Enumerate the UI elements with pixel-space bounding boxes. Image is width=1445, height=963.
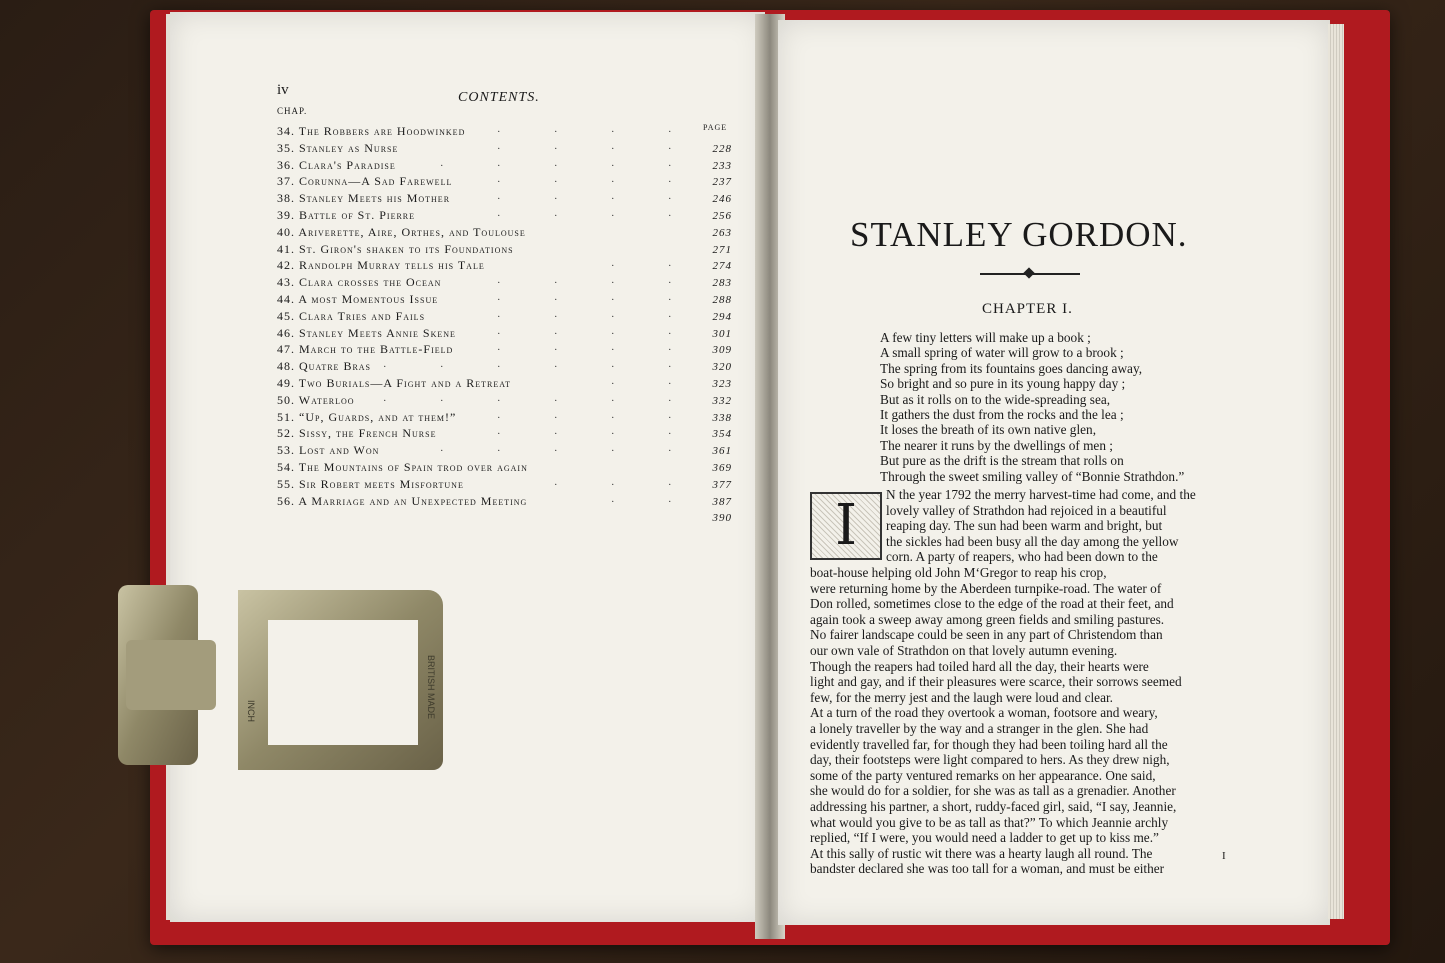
toc-title: Sissy, the French Nurse bbox=[299, 426, 437, 441]
toc-title: Clara's Paradise bbox=[299, 157, 396, 172]
text-line: boat-house helping old John M‘Gregor to reap his crop, bbox=[810, 565, 1107, 580]
toc-title: Stanley Meets Annie Skene bbox=[299, 325, 456, 340]
poem-line: The nearer it runs by the dwellings of men ; bbox=[880, 437, 1114, 453]
toc-title: “Up, Guards, and at them!” bbox=[299, 409, 457, 424]
toc-title: Ariverette, Aire, Orthes, and Toulouse bbox=[298, 224, 526, 239]
toc-title: March to the Battle-Field bbox=[299, 342, 454, 357]
text-line: a lonely traveller by the way and a stranger in the glen. She had bbox=[810, 720, 1149, 736]
text-line: day, their footsteps were light compared to hers. As they drew nigh, bbox=[810, 752, 1170, 768]
toc-entry: 35. Stanley as Nurse . . . . 228 bbox=[277, 140, 732, 155]
poem-line: It gathers the dust from the rocks and the lea ; bbox=[880, 406, 1124, 422]
toc-title: Randolph Murray tells his Tale bbox=[299, 258, 485, 273]
toc-entry: 48. Quatre Bras . . . . . . 320 bbox=[277, 359, 732, 374]
toc-entry: 34. The Robbers are Hoodwinked . . . . bbox=[277, 124, 697, 138]
bookmark-frame bbox=[238, 590, 443, 770]
folio-number: I bbox=[1222, 850, 1226, 862]
toc-title: The Robbers are Hoodwinked bbox=[298, 124, 466, 138]
toc-title: A most Momentous Issue bbox=[298, 291, 439, 306]
toc-entry: 50. Waterloo . . . . . . 332 bbox=[277, 392, 732, 407]
text-line: replied, “If I were, you would need a ladder to get up to kiss me.” bbox=[810, 830, 1159, 846]
toc-entry: 47. March to the Battle-Field . . . . 309 bbox=[277, 342, 732, 357]
text-line: At a turn of the road they overtook a woman, footsore and weary, bbox=[810, 705, 1158, 721]
text-line: No fairer landscape could be seen in any part of Christendom than bbox=[810, 627, 1163, 643]
text-line: were returning home by the Aberdeen turnpike-road. The water of bbox=[810, 580, 1162, 596]
body-text bbox=[810, 565, 1260, 877]
toc-entry: 37. Corunna—A Sad Farewell . . . . 237 bbox=[277, 174, 732, 189]
ornament-rule bbox=[980, 273, 1080, 275]
toc-entry: 46. Stanley Meets Annie Skene . . . . 301 bbox=[277, 325, 732, 340]
toc-entry: 38. Stanley Meets his Mother . . . . 246 bbox=[277, 191, 732, 206]
toc-title: Clara crosses the Ocean bbox=[299, 275, 442, 290]
book-title: STANLEY GORDON. bbox=[850, 215, 1188, 254]
chap-label: CHAP. bbox=[277, 106, 308, 116]
toc-entry: 54. The Mountains of Spain trod over again 369 bbox=[277, 459, 732, 474]
toc-entry: 44. A most Momentous Issue . . . . 288 bbox=[277, 291, 732, 306]
toc-entry: 51. “Up, Guards, and at them!” . . . . 338 bbox=[277, 409, 732, 424]
poem-line: It loses the breath of its own native glen, bbox=[880, 422, 1097, 438]
page-number: iv bbox=[277, 82, 289, 98]
toc-title: Clara Tries and Fails bbox=[299, 308, 426, 323]
toc-title: St. Giron's shaken to its Foundations bbox=[299, 241, 514, 256]
inch-mark: INCH bbox=[246, 700, 256, 722]
toc-entry: 41. St. Giron's shaken to its Foundations 271 bbox=[277, 241, 732, 256]
opening-paragraph bbox=[886, 487, 1258, 565]
right-page-edges bbox=[1328, 24, 1344, 919]
toc-entry: 43. Clara crosses the Ocean . . . . 283 bbox=[277, 275, 732, 290]
text-line: our own vale of Strathdon on that lovely autumn evening. bbox=[810, 642, 1118, 658]
poem-line: The spring from its fountains goes dancing away, bbox=[880, 360, 1143, 376]
text-line: reaping day. The sun had been warm and bright, but bbox=[886, 518, 1163, 534]
text-line: addressing his partner, a short, ruddy-faced girl, said, “I say, Jeannie, bbox=[810, 798, 1177, 814]
toc-title: Two Burials—A Fight and a Retreat bbox=[298, 375, 512, 390]
toc-entry: 56. A Marriage and an Unexpected Meeting . . 387 bbox=[277, 493, 732, 508]
toc-entry: 40. Ariverette, Aire, Orthes, and Toulouse 263 bbox=[277, 224, 732, 239]
text-line: what would you give to be as tall as that?” To which Jeannie archly bbox=[810, 814, 1169, 830]
text-line: some of the party ventured remarks on her appearance. One said, bbox=[810, 767, 1156, 783]
toc-title: Corunna—A Sad Farewell bbox=[299, 174, 453, 189]
toc-title: Stanley Meets his Mother bbox=[299, 191, 451, 206]
hinge-knuckle bbox=[126, 640, 216, 710]
text-line: At this sally of rustic wit there was a hearty laugh all round. The bbox=[810, 845, 1153, 861]
text-line: Don rolled, sometimes close to the edge of the road at their feet, and bbox=[810, 596, 1174, 612]
toc-title: Sir Robert meets Misfortune bbox=[299, 476, 464, 491]
poem-line: Through the sweet smiling valley of “Bonnie Strathdon.” bbox=[880, 468, 1185, 484]
text-line: few, for the merry jest and the laugh were loud and clear. bbox=[810, 689, 1113, 705]
brass-bookmark-clip bbox=[118, 580, 448, 770]
text-line: N the year 1792 the merry harvest-time had come, and the bbox=[886, 487, 1196, 502]
text-line: she would do for a soldier, for she was as tall as a grenadier. Another bbox=[810, 783, 1176, 799]
contents-list bbox=[277, 124, 732, 527]
contents-heading: CONTENTS. bbox=[458, 90, 540, 105]
toc-title: Quatre Bras bbox=[299, 359, 372, 374]
toc-title: Stanley as Nurse bbox=[299, 140, 399, 155]
toc-entry: 39. Battle of St. Pierre . . . . 256 bbox=[277, 207, 732, 222]
poem-line: A small spring of water will grow to a brook ; bbox=[880, 345, 1124, 361]
toc-title: A Marriage and an Unexpected Meeting bbox=[298, 493, 528, 508]
toc-entry: 45. Clara Tries and Fails . . . . 294 bbox=[277, 308, 732, 323]
poem-line: A few tiny letters will make up a book ; bbox=[880, 330, 1091, 345]
text-line: the sickles had been busy all the day among the yellow bbox=[886, 533, 1179, 549]
text-line: corn. A party of reapers, who had been down to the bbox=[886, 549, 1158, 565]
text-line: bandster declared she was too tall for a woman, and must be either bbox=[810, 861, 1165, 877]
text-line: evidently travelled far, for though they had been toiling hard all the bbox=[810, 736, 1168, 752]
toc-title: The Mountains of Spain trod over again bbox=[298, 459, 528, 474]
text-line: Though the reapers had toiled hard all the day, their hearts were bbox=[810, 658, 1149, 674]
toc-title: Battle of St. Pierre bbox=[299, 207, 416, 222]
epigraph-poem bbox=[880, 330, 1184, 484]
toc-last-page: 390 bbox=[712, 512, 732, 525]
toc-entry: 52. Sissy, the French Nurse . . . . 354 bbox=[277, 426, 732, 441]
text-line: again took a sweep away among green fields and smiling pastures. bbox=[810, 611, 1165, 627]
text-line: light and gay, and if their pleasures were scarce, their sorrows seemed bbox=[810, 674, 1182, 690]
page-label: PAGE bbox=[703, 123, 728, 132]
poem-line: But as it rolls on to the wide-spreading sea, bbox=[880, 391, 1111, 407]
toc-entry: 49. Two Burials—A Fight and a Retreat . . 323 bbox=[277, 375, 732, 390]
chapter-heading: CHAPTER I. bbox=[982, 301, 1073, 317]
toc-title: Lost and Won bbox=[299, 443, 380, 458]
toc-entry: 36. Clara's Paradise . . . . . 233 bbox=[277, 157, 732, 172]
toc-entry: 42. Randolph Murray tells his Tale . . 274 bbox=[277, 258, 732, 273]
toc-title: Waterloo bbox=[298, 392, 355, 407]
poem-line: But pure as the drift is the stream that rolls on bbox=[880, 453, 1124, 469]
toc-entry: 53. Lost and Won . . . . . 361 bbox=[277, 443, 732, 458]
toc-entry: 55. Sir Robert meets Misfortune . . . 377 bbox=[277, 476, 732, 491]
drop-cap: I bbox=[810, 492, 882, 560]
text-line: lovely valley of Strathdon had rejoiced in a beautiful bbox=[886, 502, 1167, 518]
poem-line: So bright and so pure in its young happy day ; bbox=[880, 376, 1126, 392]
british-made-mark: BRITISH MADE bbox=[426, 655, 436, 720]
